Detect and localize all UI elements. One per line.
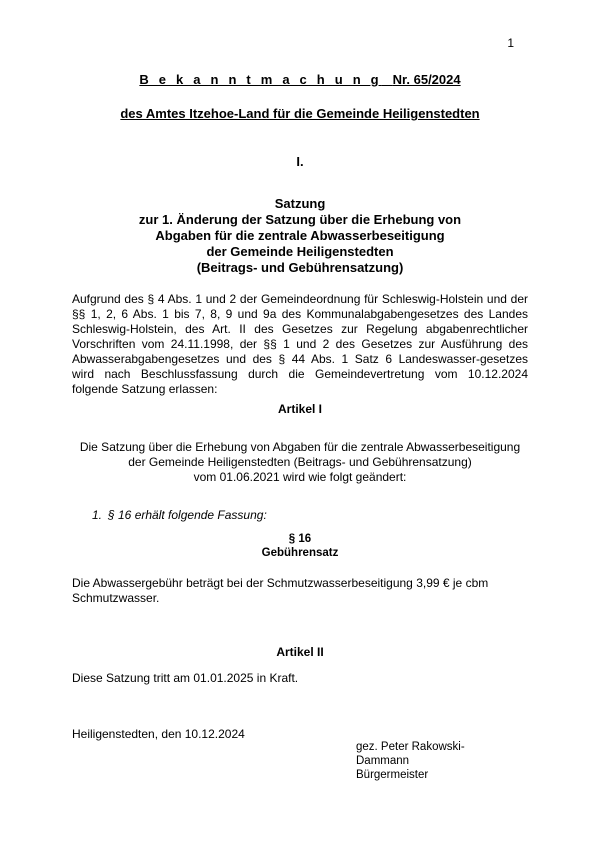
article-1-heading: Artikel I bbox=[277, 402, 322, 416]
preamble-line: Vorschriften vom 24.11.1998, der §§ 1 und 2 des Gesetzes zur Ausführung des bbox=[72, 337, 528, 351]
preamble-line: Abwasserabgabengesetzes und des § 44 Abs. 1 Satz 6 Landeswasser-gesetzes bbox=[72, 352, 528, 366]
fee-text-line: Die Abwassergebühr beträgt bei der Schmutzwasserbeseitigung 3,99 € je cbm bbox=[72, 576, 489, 590]
article-1-intro-line: vom 01.06.2021 wird wie folgt geändert: bbox=[193, 470, 407, 484]
announcement-title bbox=[0, 72, 600, 87]
signature-line: gez. Peter Rakowski- bbox=[356, 741, 465, 753]
fee-text bbox=[72, 576, 528, 606]
paragraph-title: Gebührensatz bbox=[261, 547, 339, 559]
statute-title-line: (Beitrags- und Gebührensatzung) bbox=[196, 260, 404, 275]
statute-title-line: Satzung bbox=[274, 196, 326, 211]
statute-title-line: zur 1. Änderung der Satzung über die Erhebung von bbox=[138, 212, 462, 227]
fee-text-line: Schmutzwasser. bbox=[72, 591, 160, 605]
amendment-item bbox=[92, 508, 267, 522]
page-number: 1 bbox=[507, 36, 514, 50]
article-1-intro-line: der Gemeinde Heiligenstedten (Beitrags- und Gebührensatzung) bbox=[128, 455, 472, 469]
preamble-line: Aufgrund des § 4 Abs. 1 und 2 der Gemeindeordnung für Schleswig-Holstein und der bbox=[72, 292, 528, 306]
statute-title-line: Abgaben für die zentrale Abwasserbeseitigung bbox=[155, 228, 445, 243]
preamble bbox=[72, 292, 528, 397]
announcement-title-word: B e k a n n t m a c h u n g bbox=[139, 72, 382, 87]
statute-title-line: der Gemeinde Heiligenstedten bbox=[206, 244, 394, 259]
signature-line: Dammann bbox=[356, 755, 410, 767]
paragraph-16-heading bbox=[0, 532, 600, 560]
paragraph-number: § 16 bbox=[288, 533, 312, 545]
signature-line: Bürgermeister bbox=[356, 769, 429, 781]
preamble-line: Schleswig-Holstein, des Art. II des Gesetzes zur Regelung abgabenrechtlicher bbox=[72, 322, 528, 336]
place-date: Heiligenstedten, den 10.12.2024 bbox=[72, 727, 245, 741]
amendment-item-text: § 16 erhält folgende Fassung: bbox=[108, 508, 267, 522]
article-1-intro bbox=[0, 440, 600, 485]
article-1-intro-line: Die Satzung über die Erhebung von Abgaben für die zentrale Abwasserbeseitigung bbox=[79, 440, 521, 454]
announcement-number: Nr. 65/2024 bbox=[392, 72, 461, 87]
statute-title bbox=[0, 196, 600, 276]
article-2-text: Diese Satzung tritt am 01.01.2025 in Kraft. bbox=[72, 671, 299, 685]
preamble-line: wird nach Beschlussfassung durch die Gemeindevertretung vom 10.12.2024 bbox=[72, 367, 528, 381]
announcement-subtitle: des Amtes Itzehoe-Land für die Gemeinde Heiligenstedten bbox=[120, 106, 480, 121]
preamble-line: §§ 1, 2, 6 Abs. 1 bis 7, 8, 9 und 9a des Kommunalabgabengesetzes des Landes bbox=[72, 307, 528, 321]
amendment-item-number: 1. bbox=[92, 508, 103, 522]
article-2-heading: Artikel II bbox=[276, 645, 324, 659]
section-number: I. bbox=[296, 154, 304, 169]
preamble-line: folgende Satzung erlassen: bbox=[72, 382, 218, 396]
signature-block bbox=[356, 740, 465, 782]
